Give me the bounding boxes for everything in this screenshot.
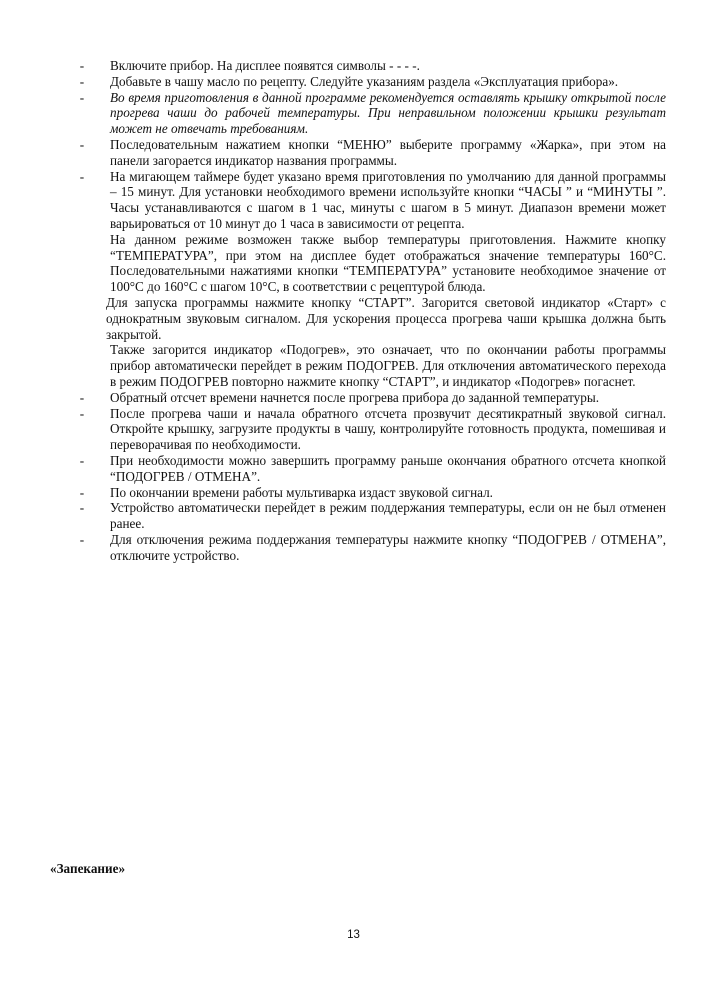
list-dash: - <box>79 531 85 547</box>
list-item <box>76 453 666 485</box>
list-dash: - <box>79 405 85 421</box>
list-dash: - <box>79 168 85 184</box>
step-text: После прогрева чаши и начала обратного отсчета прозвучит десятикратный звуковой сигнал. Откройте крышку, загрузите продукты в чашу, контролируйте готовность продукта, помешивая и переворачивая по необходимости. <box>110 405 666 453</box>
step-text: Устройство автоматически перейдет в режим поддержания температуры, если он не был отменен ранее. <box>110 500 666 532</box>
step-text: Добавьте в чашу масло по рецепту. Следуйте указаниям раздела «Эксплуатация прибора». <box>110 73 619 89</box>
paragraph-heating: Также загорится индикатор «Подогрев», это означает, что по окончании работы программы прибор автоматически перейдет в режим ПОДОГРЕВ. Для отключения автоматического перехода в режим ПОДОГРЕВ повторно нажмите кнопку “СТАРТ”, и индикатор «Подогрев» погаснет. <box>110 342 666 389</box>
list-dash: - <box>79 500 85 516</box>
step-text: По окончании времени работы мультиварка издаст звуковой сигнал. <box>110 484 493 500</box>
list-dash: - <box>79 58 85 73</box>
list-dash: - <box>79 89 85 105</box>
list-item <box>76 532 666 564</box>
step-note-italic: Во время приготовления в данной программе рекомендуется оставлять крышку открытой после прогрева чаши до рабочей температуры. При неправильном положении крышки результат может не отвечать требованиям. <box>110 89 666 137</box>
list-dash: - <box>79 389 85 405</box>
step-text: На мигающем таймере будет указано время приготовления по умолчанию для данной программы – 15 минут. Для установки необходимого времени используйте кнопки “ЧАСЫ ” и “МИНУТЫ ”. Часы устанавливаются с шагом в 1 час, минуты с шагом в 5 минут. Диапазон времени может варьироваться от 10 минут до 1 часа в зависимости от рецепта. <box>110 168 666 231</box>
page-number: 13 <box>347 929 360 941</box>
list-item <box>76 58 666 74</box>
list-item <box>76 169 666 232</box>
paragraph-start: Для запуска программы нажмите кнопку “СТАРТ”. Загорится световой индикатор «Старт» с однократным звуковым сигналом. Для ускорения процесса прогрева чаши крышка должна быть закрытой. <box>106 294 666 342</box>
list-item <box>76 74 666 90</box>
list-item <box>76 406 666 453</box>
list-item <box>76 90 666 137</box>
step-text: Включите прибор. На дисплее появятся символы - - - -. <box>110 58 420 73</box>
list-item <box>76 390 666 406</box>
step-text: Последовательным нажатием кнопки “МЕНЮ” выберите программу «Жарка», при этом на панели загорается индикатор названия программы. <box>110 136 666 168</box>
paragraph-temperature: На данном режиме возможен также выбор температуры приготовления. Нажмите кнопку “ТЕМПЕРАТУРА”, при этом на дисплее будет отображаться значение температуры 160°С. Последовательными нажатиями кнопки “ТЕМПЕРАТУРА” установите необходимое значение от 100°С до 160°С с шагом 10°С, в соответствии с рецептурой блюда. <box>110 231 666 295</box>
instruction-list <box>76 58 666 564</box>
step-text: Обратный отсчет времени начнется после прогрева прибора до заданной температуры. <box>110 389 600 405</box>
list-dash: - <box>79 73 85 89</box>
step-text: При необходимости можно завершить программу раньше окончания обратного отсчета кнопкой “ПОДОГРЕВ / ОТМЕНА”. <box>110 452 666 484</box>
step-text: Для отключения режима поддержания температуры нажмите кнопку “ПОДОГРЕВ / ОТМЕНА”, отключите устройство. <box>110 531 666 563</box>
list-item <box>76 485 666 501</box>
list-item <box>76 137 666 169</box>
list-dash: - <box>79 484 85 500</box>
list-dash: - <box>79 136 85 152</box>
list-dash: - <box>79 452 85 468</box>
list-item <box>76 500 666 532</box>
section-heading: «Запекание» <box>50 861 126 876</box>
